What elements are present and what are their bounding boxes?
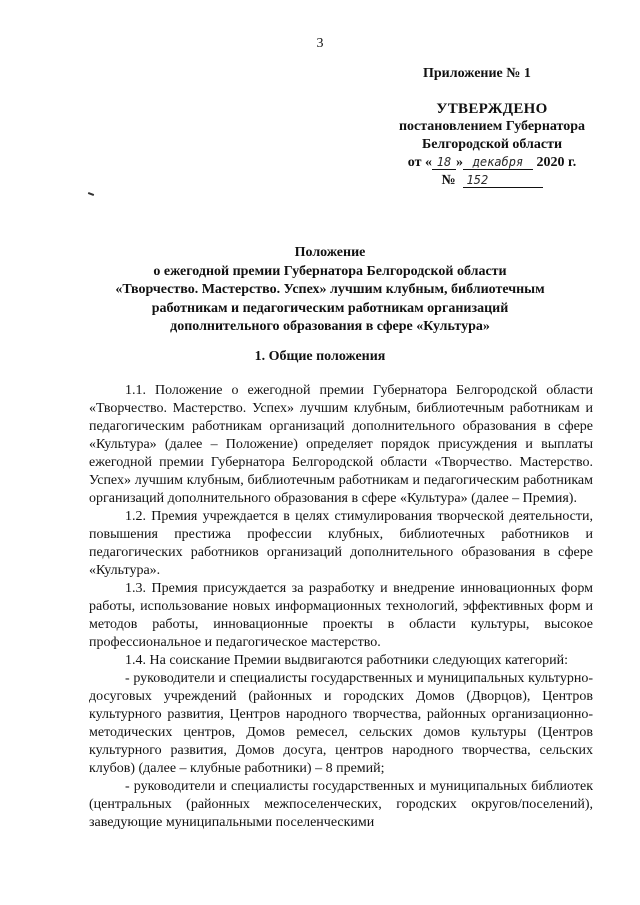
approval-title: УТВЕРЖДЕНО [436,101,548,117]
scan-mark [88,192,94,196]
number-label: № [441,173,456,188]
title-line: о ежегодной премии Губернатора Белгородской области [153,263,507,279]
number-value: 152 [463,173,543,188]
paragraph-1-1: 1.1. Положение о ежегодной премии Губернатора Белгородской области «Творчество. Мастерство. Успех» лучшим клубным, библиотечным работникам и педагогическим работникам организаций дополнительного образования в сфере «Культура» (далее – Положение) определяет порядок присуждения и выплаты ежегодной премии Губернатора Белгородской области «Творчество. Мастерство. Успех» лучшим клубным, библиотечным работникам и педагогическим работникам организаций дополнительного образования в сфере «Культура» (далее – Премия). [89,383,593,506]
date-mid: » [455,155,463,170]
date-prefix: от « [407,155,432,170]
title-line: «Творчество. Мастерство. Успех» лучшим клубным, библиотечным [115,282,545,297]
list-item-club-workers: - руководители и специалисты государственных и муниципальных культурно-досуговых учреждений (районных и городских Домов (Дворцов), Центров культурного развития, Центров народного творчества, районных организационно-методических центров, Домов ремесел, сельских домов культуры (Центров культурного развития, Домов досуга, центров народного творчества, сельских клубов) (далее – клубные работники) – 8 премий; [89,671,593,776]
page-number: 3 [316,36,324,51]
date-year: 2020 г. [536,155,577,170]
title-line: работникам и педагогическим работникам организаций [151,300,509,316]
approval-block [382,100,602,190]
section-heading: 1. Общие положения [254,349,386,364]
approval-number [382,172,602,190]
approval-line-1: постановлением Губернатора [398,119,586,134]
title-line: Положение [294,245,366,260]
document-title [60,244,600,337]
title-line: дополнительного образования в сфере «Культура» [170,319,490,334]
date-month: декабря [463,155,533,170]
list-item-library-workers: - руководители и специалисты государственных и муниципальных библиотек (центральных (районных межпоселенческих, городских округов/поселений), заведующие муниципальными поселенческими [89,779,593,830]
approval-line-2: Белгородской области [421,137,563,152]
paragraph-1-4: 1.4. На соискание Премии выдвигаются работники следующих категорий: [125,653,569,668]
appendix-label: Приложение № 1 [423,66,531,81]
body-text [89,382,593,832]
approval-date [382,154,602,172]
paragraph-1-3: 1.3. Премия присуждается за разработку и внедрение инновационных форм работы, использование новых информационных технологий, эффективных форм и методов работы, инновационные проекты в области культуры, высокое профессиональное и педагогическое мастерство. [89,581,593,650]
paragraph-1-2: 1.2. Премия учреждается в целях стимулирования творческой деятельности, повышения престижа профессии клубных, библиотечных работников и педагогических работников организаций дополнительного образования в сфере «Культура». [89,509,593,578]
date-day: 18 [432,155,456,170]
